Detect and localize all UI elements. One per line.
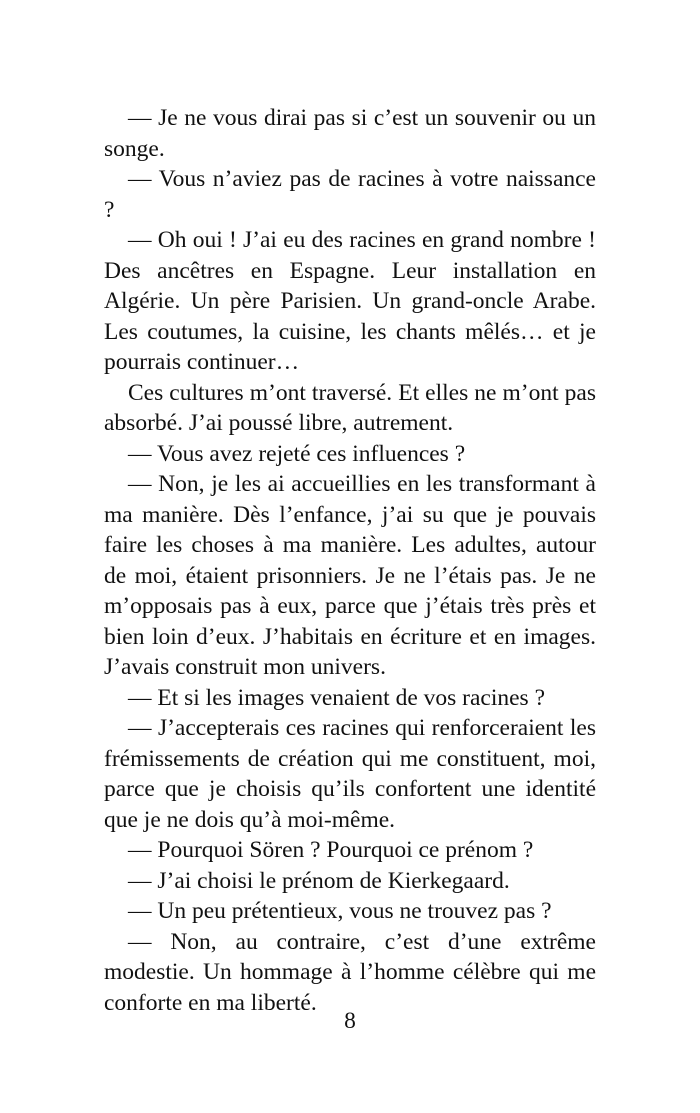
paragraph: — Vous avez rejeté ces influences ? — [128, 440, 466, 467]
paragraph: — Vous n’aviez pas de racines à votre naissance ? — [104, 166, 596, 223]
paragraph: — J’accepterais ces racines qui renforceraient les frémissements de création qui me constituent, moi, parce que je choisis qu’ils confortent une identité que je ne dois qu’à moi-même. — [104, 715, 596, 833]
paragraph: — Oh oui ! J’ai eu des racines en grand nombre ! Des ancêtres en Espagne. Leur installation en Algérie. Un père Parisien. Un grand-oncle Arabe. Les coutumes, la cuisine, les chants mêlés… et je pourrais continuer… — [104, 227, 596, 375]
paragraph: — Pourquoi Sören ? Pourquoi ce prénom ? — [128, 837, 534, 863]
paragraph: — Je ne vous dirai pas si c’est un souvenir ou un songe. — [104, 105, 596, 162]
paragraph: — Non, au contraire, c’est d’une extrême modestie. Un hommage à l’homme célèbre qui me conforte en ma liberté. — [104, 928, 596, 1016]
paragraph: — Et si les images venaient de vos racines ? — [128, 684, 545, 711]
body-text — [104, 103, 596, 1018]
paragraph: — Un peu prétentieux, vous ne trouvez pas ? — [128, 898, 552, 924]
paragraph: Ces cultures m’ont traversé. Et elles ne m’ont pas absorbé. J’ai poussé libre, autrement. — [104, 379, 596, 436]
page-number: 8 — [344, 1008, 356, 1034]
paragraph: — Non, je les ai accueillies en les transformant à ma manière. Dès l’enfance, j’ai su que je pouvais faire les choses à ma manière. Les adultes, autour de moi, étaient prisonniers. Je ne l’étais pas. Je ne m’opposais pas à eux, parce que j’étais très près et bien loin d’eux. J’habitais en écriture et en images. J’avais construit mon univers. — [104, 471, 596, 680]
paragraph: — J’ai choisi le prénom de Kierkegaard. — [128, 867, 510, 894]
